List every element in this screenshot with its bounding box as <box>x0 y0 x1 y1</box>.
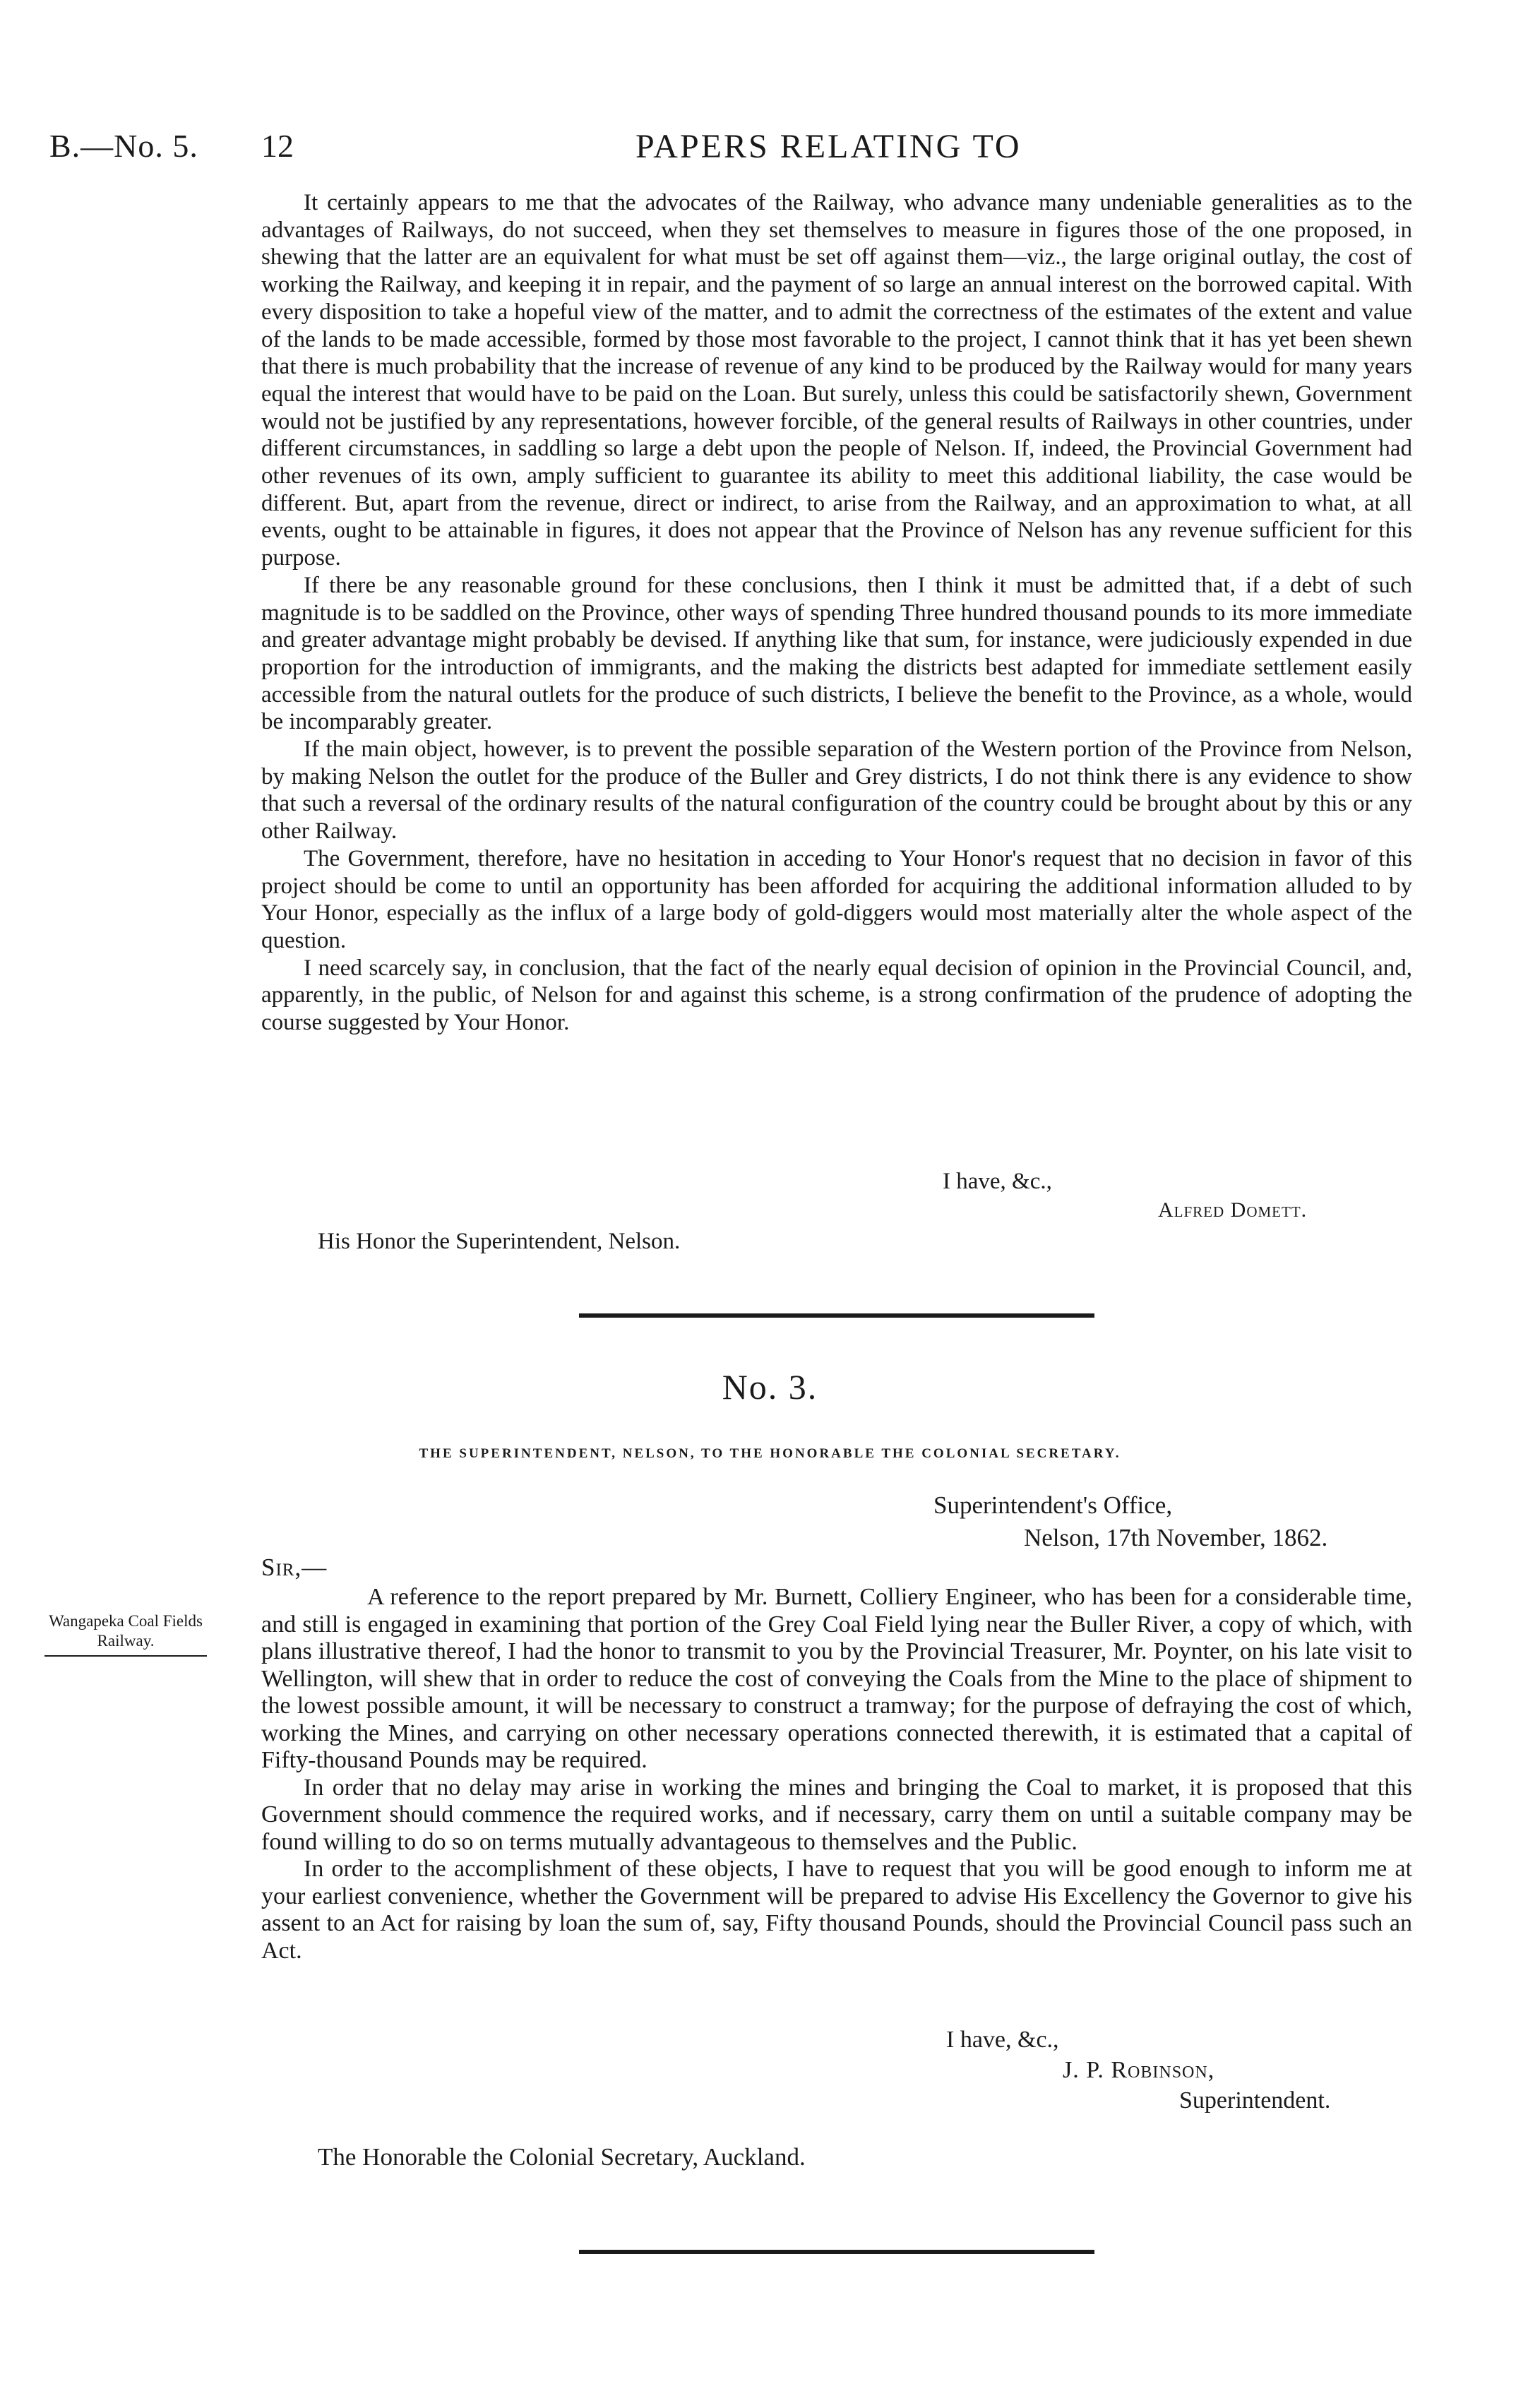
signatory-title: Superintendent. <box>1179 2087 1331 2113</box>
paragraph: In order to the accomplishment of these objects, I have to request that you will be good enough to inform me at your earliest convenience, whether the Government will be prepared to advise His Excellency the Governor to give his assent to an Act for raising by loan the sum of, say, Fifty thousand Pounds, should the Provincial Council pass such an Act. <box>261 1856 1412 1964</box>
document-reference: B.—No. 5. <box>49 128 198 164</box>
closing-divider <box>579 2250 1094 2254</box>
paragraph: It certainly appears to me that the advocates of the Railway, who advance many undeniable generalities as to the advantages of Railways, do not succeed, when they set themselves to measure in figures those of the one proposed, in shewing that the latter are an equivalent for what must be set off against them—viz., the large original outlay, the cost of working the Railway, and keeping it in repair, and the payment of so large an annual interest on the borrowed capital. With every disposition to take a hopeful view of the matter, and to admit the correctness of the estimates of the extent and value of the lands to be made accessible, formed by those most favorable to the project, I cannot think that it has yet been shewn that there is much probability that the increase of revenue of any kind to be produced by the Railway would for many years equal the interest that would have to be paid on the Loan. But surely, unless this could be satisfactorily shewn, Government would not be justified by any representations, however forcible, of the general results of Railways in other countries, under different circumstances, in saddling so large a debt upon the people of Nelson. If, indeed, the Provincial Government had other revenues of its own, amply sufficient to guarantee its ability to meet this additional liability, the case would be different. But, apart from the revenue, direct or indirect, to arise from the Railway, and an approximation to what, at all events, ought to be attainable in figures, it does not appear that the Province of Nelson has any revenue sufficient for this purpose. <box>261 190 1412 571</box>
letter-2-signature: J. P. Robinson, <box>1063 2057 1215 2083</box>
letter-1-body <box>261 189 1412 1037</box>
letter-1-signature: Alfred Domett. <box>1158 1198 1308 1222</box>
section-number: No. 3. <box>722 1367 818 1407</box>
paragraph: If there be any reasonable ground for these conclusions, then I think it must be admitted that, if a debt of such magnitude is to be saddled on the Province, other ways of spending Three hundred thousand pounds to its more immediate and greater advantage might probably be devised. If anything like that sum, for instance, were judiciously expended in due proportion for the introduction of immigrants, and the making the districts best adapted for immediate settlement easily accessible from the natural outlets for the produce of such districts, I believe the benefit to the Province, as a whole, would be incomparably greater. <box>261 572 1412 735</box>
letter-2-body <box>261 1584 1412 1964</box>
paragraph: If the main object, however, is to prevent the possible separation of the Western portion of the Province from Nelson, by making Nelson the outlet for the produce of the Buller and Grey districts, I do not think there is any evidence to show that such a reversal of the ordinary results of the natural configuration of the country could be brought about by this or any other Railway. <box>261 737 1412 845</box>
letter-2-addressee: The Honorable the Colonial Secretary, Auckland. <box>318 2143 806 2171</box>
letter-1-closing: I have, &c., <box>943 1169 1052 1194</box>
place-and-date: Nelson, 17th November, 1862. <box>1024 1524 1328 1551</box>
section-caption: THE SUPERINTENDENT, NELSON, TO THE HONORABLE THE COLONIAL SECRETARY. <box>419 1446 1121 1461</box>
margin-note-text: Wangapeka Coal Fields Railway. <box>49 1612 203 1650</box>
margin-note <box>20 1611 232 1657</box>
running-title: PAPERS RELATING TO <box>635 128 1022 165</box>
section-divider <box>579 1313 1094 1318</box>
page-number: 12 <box>261 128 294 164</box>
paragraph: The Government, therefore, have no hesitation in acceding to Your Honor's request that no decision in favor of this project should be come to until an opportunity has been afforded for acquiring the additional information alluded to by Your Honor, especially as the influx of a large body of gold-diggers would most materially alter the whole aspect of the question. <box>261 845 1412 953</box>
paragraph: In order that no delay may arise in working the mines and bringing the Coal to market, it is proposed that this Government should commence the required works, and if necessary, carry them on until a suitable company may be found willing to do so on terms mutually advantageous to themselves and the Public. <box>261 1774 1412 1855</box>
paragraph: A reference to the report prepared by Mr. Burnett, Colliery Engineer, who has been for a considerable time, and still is engaged in examining that portion of the Grey Coal Field lying near the Buller River, a copy of which, with plans illustrative thereof, I had the honor to transmit to you by the Provincial Treasurer, Mr. Poynter, on his late visit to Wellington, will shew that in order to reduce the cost of conveying the Coals from the Mine to the place of shipment to the lowest possible amount, it will be necessary to construct a tramway; for the purpose of defraying the cost of which, working the Mines, and carrying on other necessary operations connected therewith, it is estimated that a capital of Fifty-thousand Pounds may be required. <box>261 1584 1412 1773</box>
margin-note-rule <box>44 1655 207 1657</box>
letter-1-addressee: His Honor the Superintendent, Nelson. <box>318 1229 681 1254</box>
paragraph: I need scarcely say, in conclusion, that the fact of the nearly equal decision of opinion in the Provincial Council, and, apparently, in the public, of Nelson for and against this scheme, is a strong confirmation of the prudence of adopting the course suggested by Your Honor. <box>261 955 1412 1036</box>
letter-2-closing: I have, &c., <box>946 2027 1059 2053</box>
page-header <box>49 127 1448 177</box>
sender-office: Superintendent's Office, <box>933 1491 1173 1519</box>
salutation: Sir,— <box>261 1554 328 1581</box>
